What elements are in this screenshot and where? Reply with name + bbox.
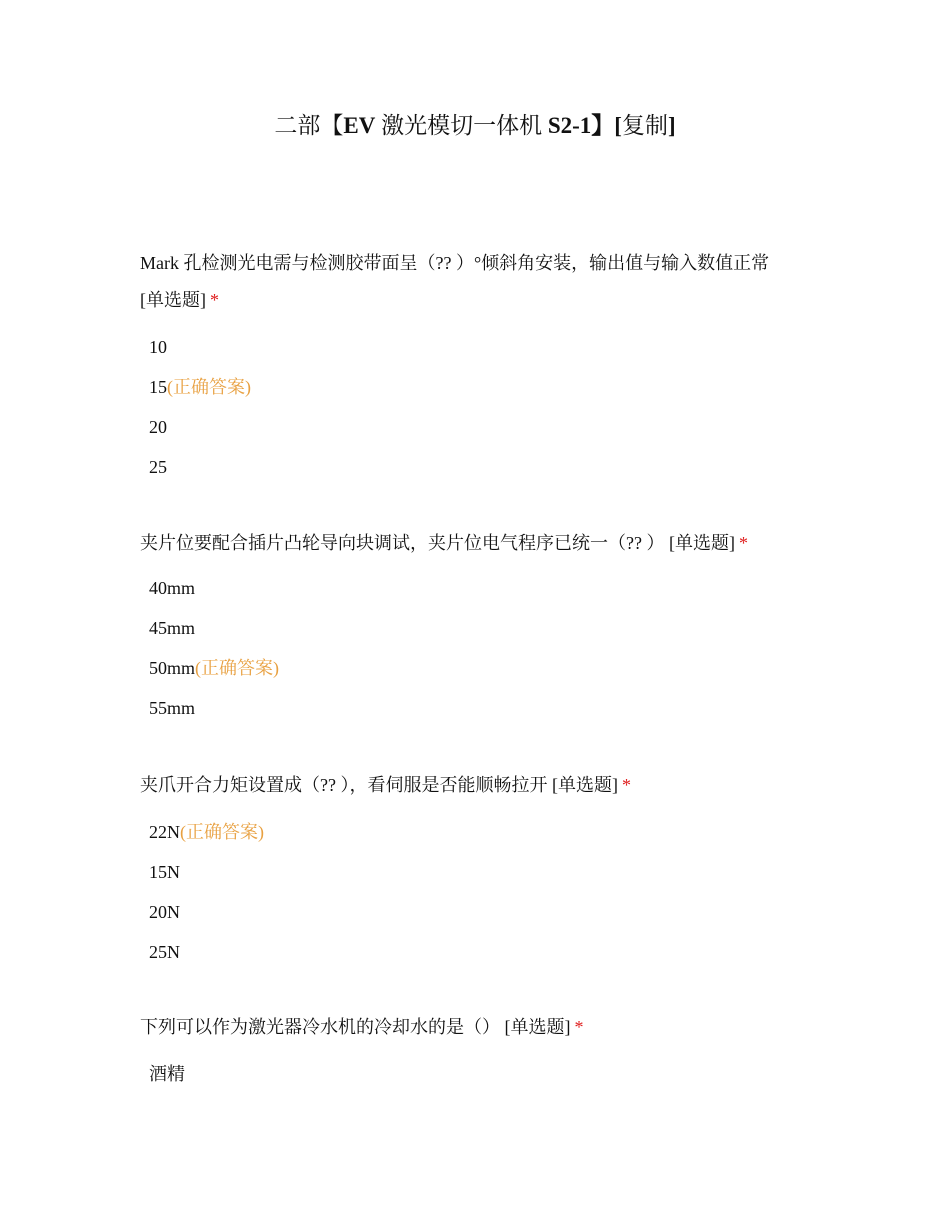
option-item[interactable] [140,812,810,852]
option-label: 酒精 [149,1064,185,1084]
question-1 [140,245,810,487]
option-item[interactable] [140,852,810,892]
option-label: 20N [149,902,180,922]
option-list [140,327,810,487]
question-stem: Mark 孔检测光电需与检测胶带面呈（?? ）°倾斜角安装，输出值与输入数值正常 [140,253,770,273]
title-prefix: 二部【 [274,113,344,138]
question-stem: 夹片位要配合插片凸轮导向块调试，夹片位电气程序已统一（?? ） [140,533,665,553]
question-type: [单选题] [551,775,618,795]
option-item[interactable] [140,1054,810,1094]
option-item[interactable] [140,568,810,608]
required-asterisk: * [210,290,219,310]
question-type: [单选题] [140,290,206,310]
option-list [140,1054,810,1094]
correct-answer-tag: (正确答案) [167,377,251,397]
option-label: 20 [149,417,167,437]
question-type: [单选题] [504,1017,571,1037]
option-item[interactable] [140,407,810,447]
option-item[interactable] [140,447,810,487]
option-label: 15N [149,862,180,882]
option-item[interactable] [140,367,810,407]
required-asterisk: * [574,1017,584,1037]
correct-answer-tag: (正确答案) [195,658,280,678]
option-label: 25 [149,457,167,477]
option-label: 10 [149,337,167,357]
question-type: [单选题] [668,533,735,553]
question-text [140,1009,810,1046]
option-item[interactable] [140,892,810,932]
question-2 [140,525,810,728]
required-asterisk: * [621,775,631,795]
correct-answer-tag: (正确答案) [180,822,264,842]
title-end: ] [667,113,676,138]
option-label: 25N [149,942,180,962]
question-4 [140,1009,810,1094]
option-item[interactable] [140,932,810,972]
question-text [140,245,810,319]
option-label: 15 [149,377,167,397]
page-title [0,108,950,144]
title-middle: 激光模切一体机 [375,113,548,138]
option-item[interactable] [140,327,810,367]
question-stem: 下列可以作为激光器冷水机的冷却水的是（） [140,1017,500,1037]
option-label: 22N [149,822,180,842]
title-copy: 复制 [621,113,668,138]
option-label: 55mm [149,698,196,718]
option-list [140,568,810,728]
option-label: 40mm [149,578,196,598]
question-text [140,525,810,562]
question-stem: 夹爪开合力矩设置成（?? ），看伺服是否能顺畅拉开 [140,775,548,795]
option-label: 45mm [149,618,196,638]
option-list [140,812,810,972]
required-asterisk: * [738,533,748,553]
option-item[interactable] [140,648,810,688]
question-3 [140,767,810,972]
title-model: S2-1 [547,113,592,138]
option-item[interactable] [140,608,810,648]
question-text [140,767,810,804]
title-suffix: 】[ [591,113,622,138]
option-label: 50mm [149,658,196,678]
option-item[interactable] [140,688,810,728]
title-ev: EV [343,113,376,138]
